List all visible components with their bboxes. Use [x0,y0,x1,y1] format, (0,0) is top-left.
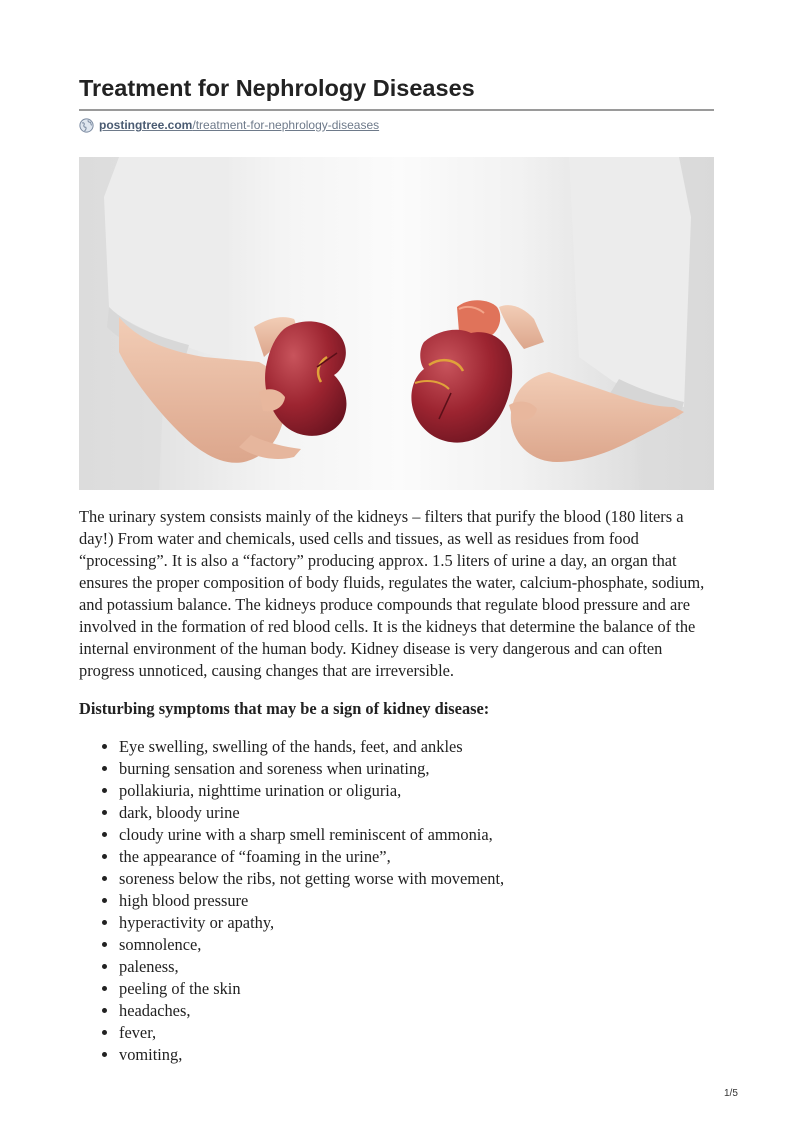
title-divider [79,109,714,111]
source-path: /treatment-for-nephrology-diseases [192,118,380,132]
list-item: the appearance of “foaming in the urine”, [119,846,504,868]
list-item: vomiting, [119,1044,504,1066]
globe-icon [79,118,94,133]
hero-image [79,157,714,490]
list-item: dark, bloody urine [119,802,504,824]
list-item: headaches, [119,1000,504,1022]
page-number: 1/5 [724,1088,738,1099]
intro-paragraph: The urinary system consists mainly of the kidneys – filters that purify the blood (180 liters a day!) From water and chemicals, used cells and tissues, as well as residues from food “processing”. It is also a “factory” producing approx. 1.5 liters of urine a day, an organ that ensures the proper composition of body fluids, regulates the water, calcium-phosphate, sodium, and potassium balance. The kidneys produce compounds that regulate blood pressure and are involved in the formation of red blood cells. It is the kidneys that determine the balance of the internal environment of the human body. Kidney disease is very dangerous and can often progress unnoticed, causing changes that are irreversible. [79,507,705,680]
source-domain: postingtree.com [99,118,193,132]
symptoms-heading: Disturbing symptoms that may be a sign of kidney disease: [79,699,490,718]
list-item: hyperactivity or apathy, [119,912,504,934]
list-item: cloudy urine with a sharp smell reminiscent of ammonia, [119,824,504,846]
list-item: fever, [119,1022,504,1044]
list-item: paleness, [119,956,504,978]
list-item: peeling of the skin [119,978,504,1000]
page-title: Treatment for Nephrology Diseases [79,75,475,101]
source-link[interactable] [99,118,379,132]
list-item: Eye swelling, swelling of the hands, feet, and ankles [119,736,504,758]
list-item: burning sensation and soreness when urinating, [119,758,504,780]
list-item: soreness below the ribs, not getting worse with movement, [119,869,505,888]
list-item: high blood pressure [119,890,504,912]
list-item: somnolence, [119,934,504,956]
symptoms-list [79,736,504,1066]
list-item: pollakiuria, nighttime urination or oliguria, [119,780,504,802]
source-line [79,116,379,134]
